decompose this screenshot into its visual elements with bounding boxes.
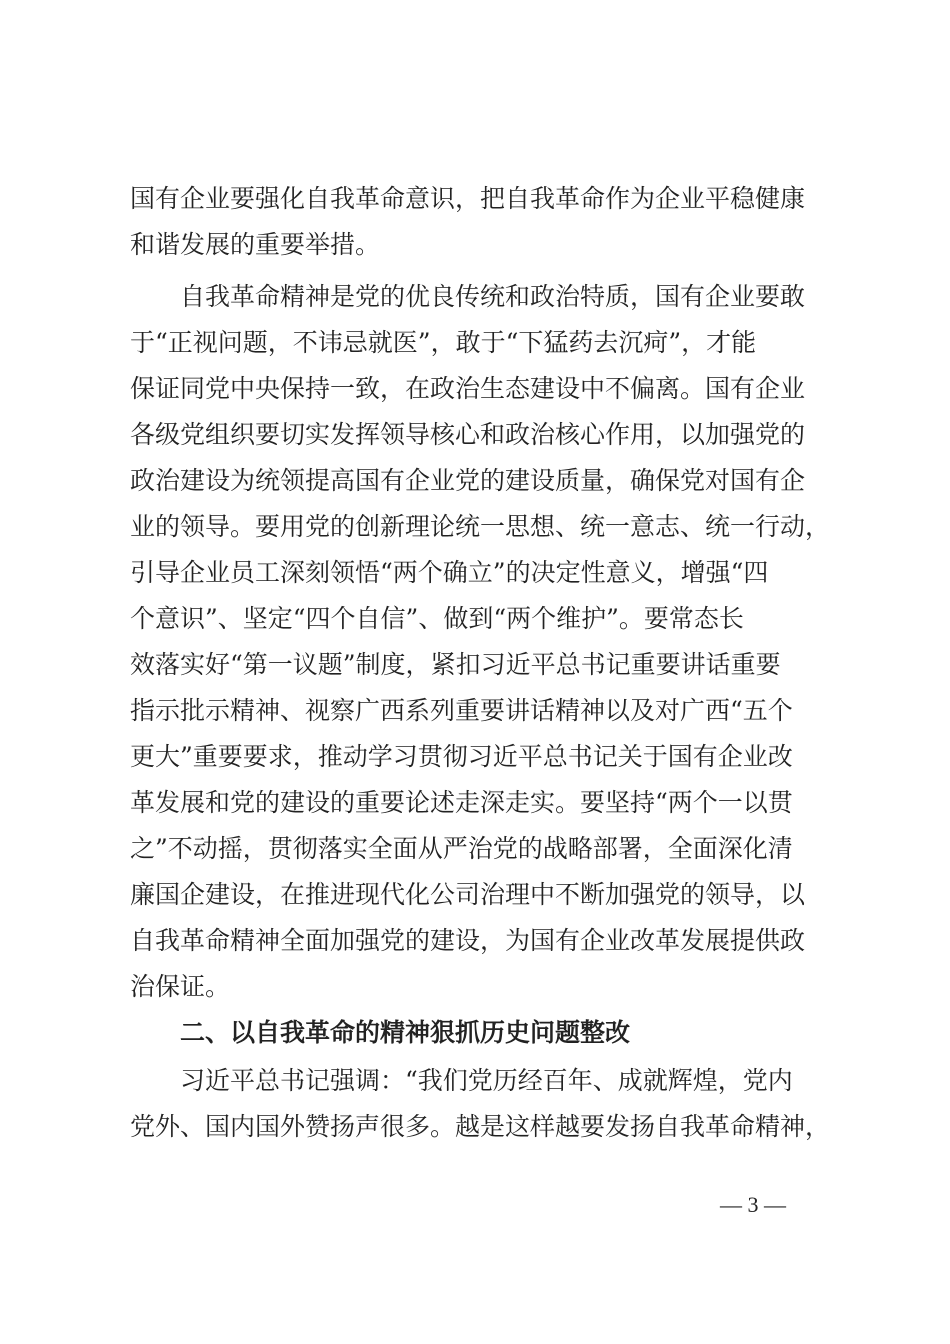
body-line-15: 之”不动摇，贯彻落实全面从严治党的战略部署，全面深化清 (130, 834, 793, 863)
body-line-11: 效落实好“第一议题”制度，紧扣习近平总书记重要讲话重要 (130, 650, 781, 679)
body-line-19: 习近平总书记强调：“我们党历经百年、成就辉煌，党内 (180, 1066, 793, 1095)
page-number: — 3 — (720, 1192, 786, 1217)
body-line-14: 革发展和党的建设的重要论述走深走实。要坚持“两个一以贯 (130, 788, 793, 817)
body-line-3: 自我革命精神是党的优良传统和政治特质，国有企业要敢 (180, 282, 806, 311)
body-line-6: 各级党组织要切实发挥领导核心和政治核心作用，以加强党的 (130, 420, 806, 449)
body-line-20: 党外、国内国外赞扬声很多。越是这样越要发扬自我革命精神， (130, 1112, 831, 1141)
body-line-10: 个意识”、坚定“四个自信”、做到“两个维护”。要常态长 (130, 604, 744, 633)
body-line-7: 政治建设为统领提高国有企业党的建设质量，确保党对国有企 (130, 466, 806, 495)
body-line-9: 引导企业员工深刻领悟“两个确立”的决定性意义，增强“四 (130, 558, 769, 587)
body-line-1: 国有企业要强化自我革命意识，把自我革命作为企业平稳健康 (130, 184, 806, 213)
body-line-12: 指示批示精神、视察广西系列重要讲话精神以及对广西“五个 (130, 696, 793, 725)
section-heading: 二、以自我革命的精神狠抓历史问题整改 (180, 1018, 631, 1047)
body-line-2: 和谐发展的重要举措。 (130, 230, 381, 259)
body-line-17: 自我革命精神全面加强党的建设，为国有企业改革发展提供政 (130, 926, 806, 955)
body-line-16: 廉国企建设，在推进现代化公司治理中不断加强党的领导，以 (130, 880, 806, 909)
body-line-13: 更大”重要要求，推动学习贯彻习近平总书记关于国有企业改 (130, 742, 793, 771)
body-line-4: 于“正视问题，不讳忌就医”，敢于“下猛药去沉疴”，才能 (130, 328, 757, 357)
body-line-5: 保证同党中央保持一致，在政治生态建设中不偏离。国有企业 (130, 374, 806, 403)
body-line-18: 治保证。 (130, 972, 231, 1001)
body-line-8: 业的领导。要用党的创新理论统一思想、统一意志、统一行动， (130, 512, 831, 541)
